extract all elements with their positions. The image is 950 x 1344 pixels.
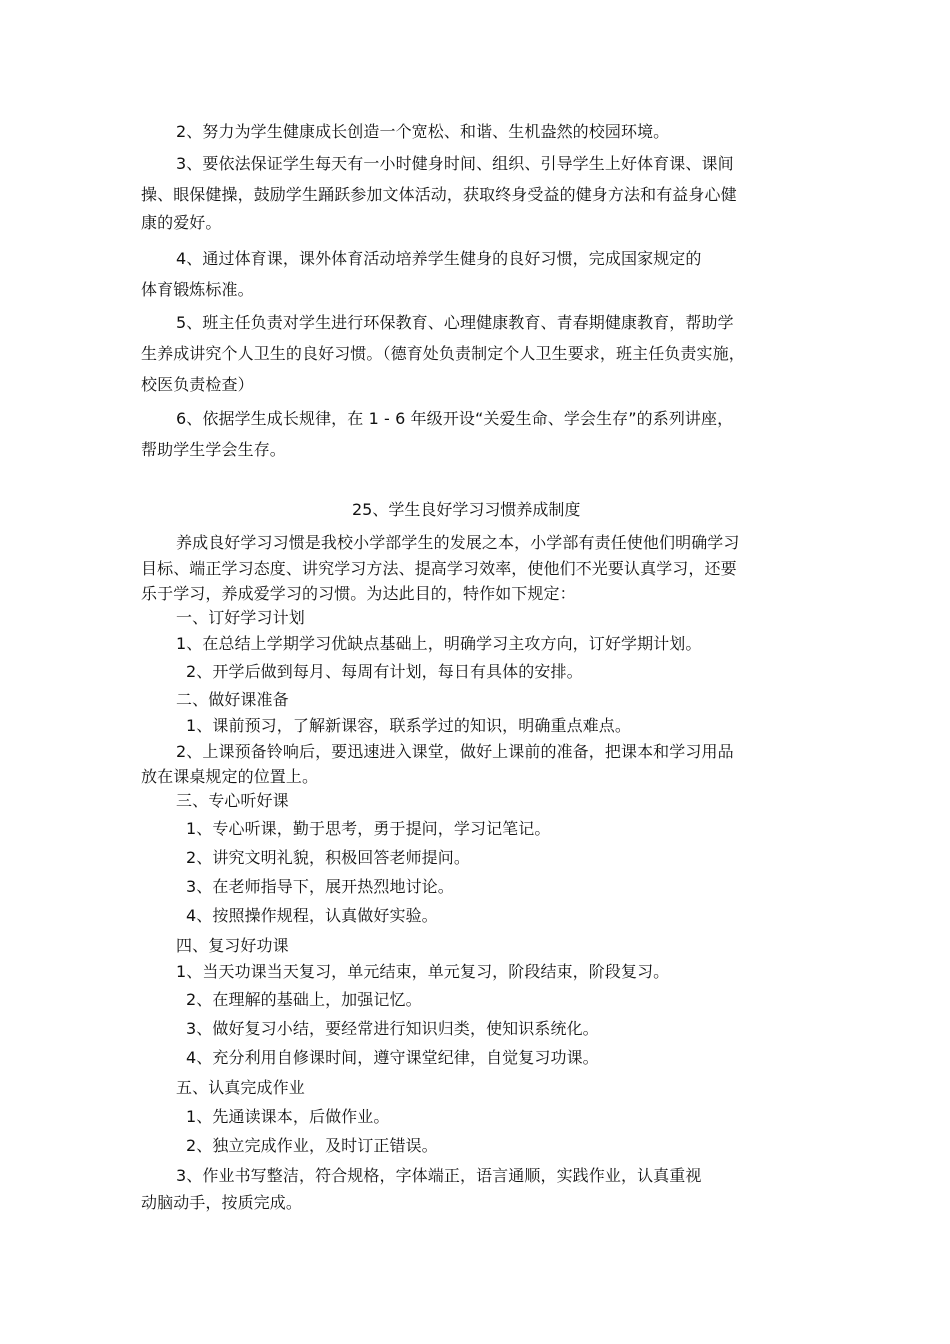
text-line: 2、讲究文明礼貌，积极回答老师提问。 bbox=[186, 848, 470, 867]
subheading: 五、认真完成作业 bbox=[176, 1078, 305, 1097]
text-line: 2、努力为学生健康成长创造一个宽松、和谐、生机盎然的校园环境。 bbox=[176, 122, 670, 141]
text-line: 4、通过体育课，课外体育活动培养学生健身的良好习惯，完成国家规定的 bbox=[176, 249, 702, 268]
text-line: 3、作业书写整洁，符合规格，字体端正，语言通顺，实践作业，认真重视 bbox=[176, 1166, 702, 1185]
text-line: 6、依据学生成长规律，在 1 - 6 年级开设“关爱生命、学会生存”的系列讲座， bbox=[176, 409, 734, 428]
section-title: 25、学生良好学习习惯养成制度 bbox=[352, 500, 581, 519]
text-line: 2、上课预备铃响后，要迅速进入课堂，做好上课前的准备，把课本和学习用品 bbox=[176, 742, 734, 761]
text-line: 动脑动手，按质完成。 bbox=[141, 1193, 303, 1212]
subheading: 二、做好课准备 bbox=[176, 690, 289, 709]
text-line: 帮助学生学会生存。 bbox=[141, 440, 286, 459]
text-line: 2、独立完成作业，及时订正错误。 bbox=[186, 1136, 438, 1155]
text-line: 1、在总结上学期学习优缺点基础上，明确学习主攻方向，订好学期计划。 bbox=[176, 634, 702, 653]
text-line: 3、要依法保证学生每天有一小时健身时间、组织、引导学生上好体育课、课间 bbox=[176, 154, 734, 173]
text-line: 目标、端正学习态度、讲究学习方法、提高学习效率，使他们不光要认真学习，还要 bbox=[141, 559, 737, 578]
text-line: 2、在理解的基础上，加强记忆。 bbox=[186, 990, 422, 1009]
text-line: 养成良好学习习惯是我校小学部学生的发展之本，小学部有责任使他们明确学习 bbox=[176, 533, 740, 552]
subheading: 一、订好学习计划 bbox=[176, 608, 305, 627]
text-line: 1、先通读课本，后做作业。 bbox=[186, 1107, 390, 1126]
text-line: 2、开学后做到每月、每周有计划，每日有具体的安排。 bbox=[186, 662, 583, 681]
text-line: 4、充分利用自修课时间，遵守课堂纪律，自觉复习功课。 bbox=[186, 1048, 599, 1067]
text-line: 生养成讲究个人卫生的良好习惯。（德育处负责制定个人卫生要求，班主任负责实施， bbox=[141, 344, 745, 363]
text-line: 操、眼保健操，鼓励学生踊跃参加文体活动，获取终身受益的健身方法和有益身心健 bbox=[141, 185, 737, 204]
text-line: 校医负责检查） bbox=[141, 375, 254, 394]
text-line: 3、做好复习小结，要经常进行知识归类，使知识系统化。 bbox=[186, 1019, 599, 1038]
subheading: 四、复习好功课 bbox=[176, 936, 289, 955]
text-line: 4、按照操作规程，认真做好实验。 bbox=[186, 906, 438, 925]
text-line: 1、专心听课，勤于思考，勇于提问，学习记笔记。 bbox=[186, 819, 551, 838]
text-line: 乐于学习，养成爱学习的习惯。为达此目的，特作如下规定： bbox=[141, 584, 576, 603]
subheading: 三、专心听好课 bbox=[176, 791, 289, 810]
text-line: 1、当天功课当天复习，单元结束，单元复习，阶段结束，阶段复习。 bbox=[176, 962, 670, 981]
text-line: 3、在老师指导下，展开热烈地讨论。 bbox=[186, 877, 454, 896]
text-line: 体育锻炼标准。 bbox=[141, 280, 254, 299]
text-line: 康的爱好。 bbox=[141, 213, 222, 232]
text-line: 1、课前预习，了解新课容，联系学过的知识，明确重点难点。 bbox=[186, 716, 631, 735]
text-line: 放在课桌规定的位置上。 bbox=[141, 767, 319, 786]
text-line: 5、班主任负责对学生进行环保教育、心理健康教育、青春期健康教育，帮助学 bbox=[176, 313, 734, 332]
